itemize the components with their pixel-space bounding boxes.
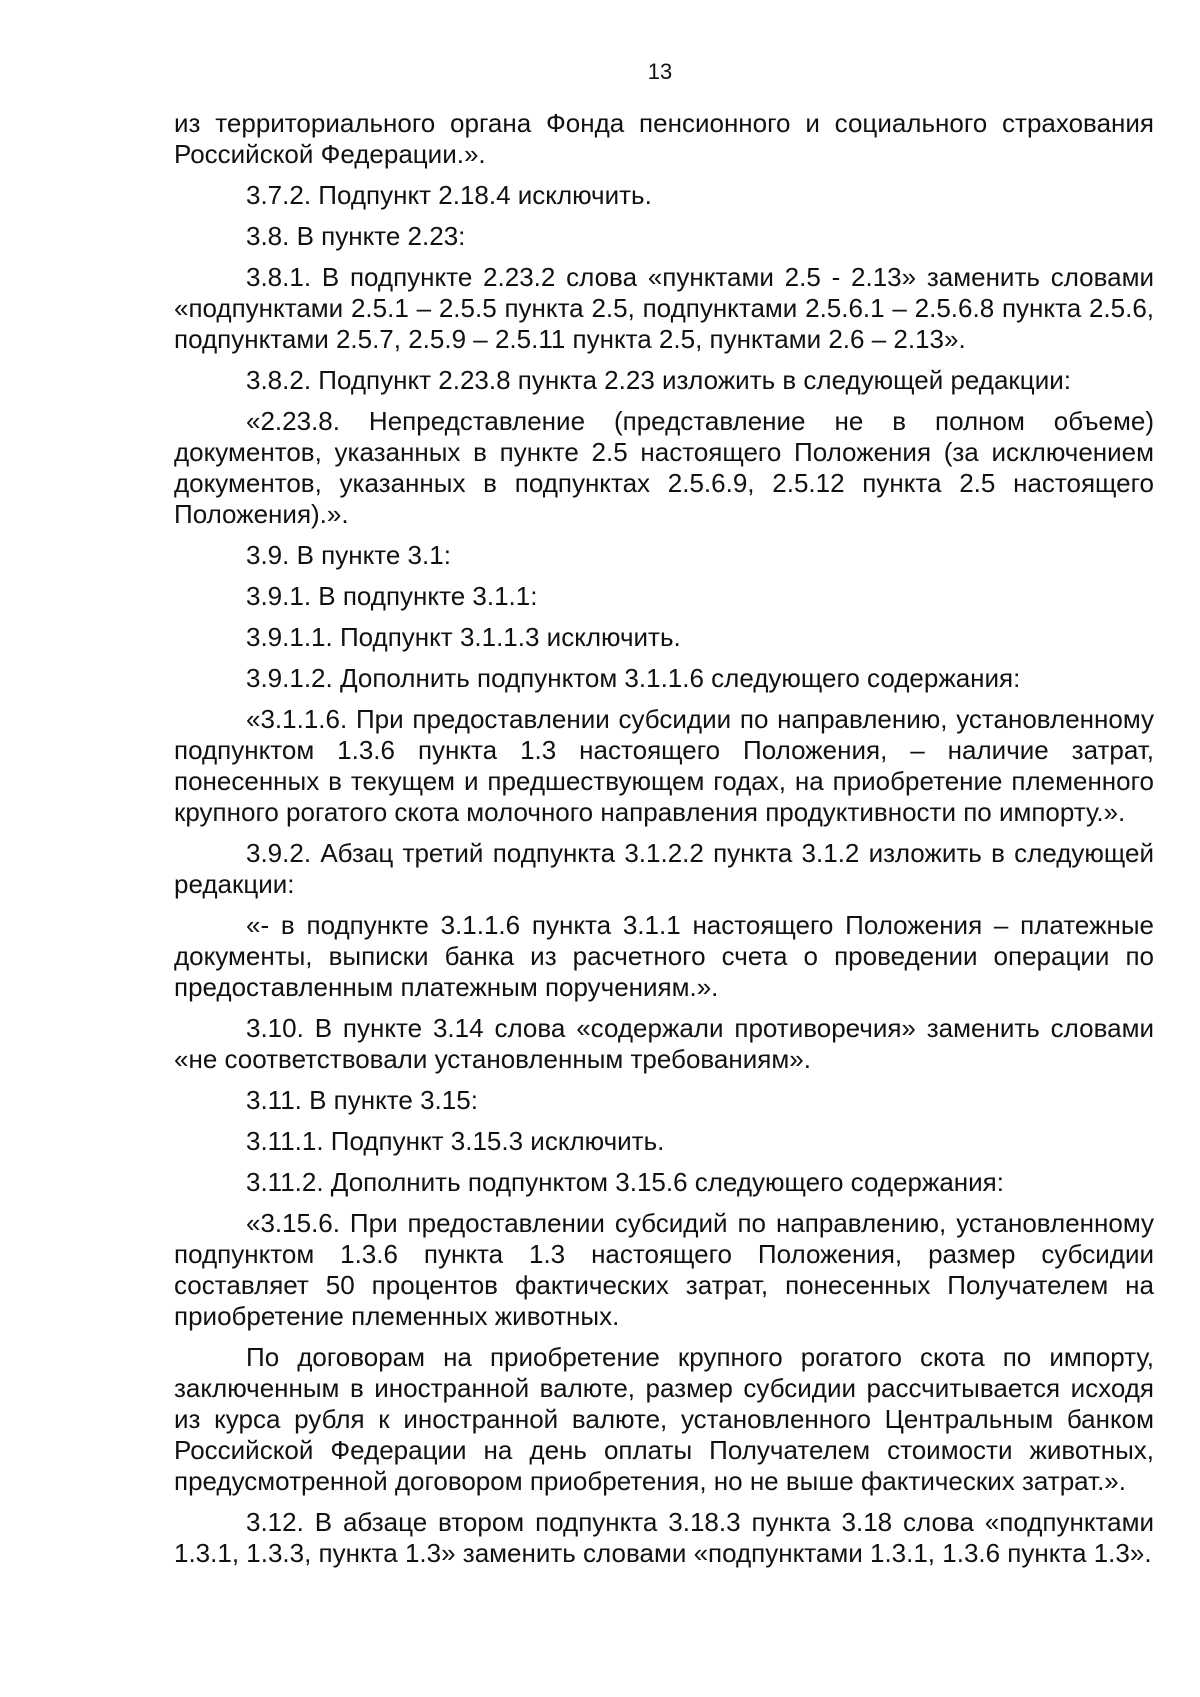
paragraph-3-9-1-2: 3.9.1.2. Дополнить подпунктом 3.1.1.6 следующего содержания: bbox=[246, 663, 1021, 693]
paragraph-3-8-2: 3.8.2. Подпункт 2.23.8 пункта 2.23 изложить в следующей редакции: bbox=[246, 365, 1071, 395]
paragraph-3-9-1: 3.9.1. В подпункте 3.1.1: bbox=[246, 581, 538, 611]
paragraph-3-9-1-1: 3.9.1.1. Подпункт 3.1.1.3 исключить. bbox=[246, 622, 681, 652]
paragraph-3-8-1: 3.8.1. В подпункте 2.23.2 слова «пунктами 2.5 - 2.13» заменить словами «подпунктами 2.5.1 – 2.5.5 пункта 2.5, подпунктами 2.5.6.1 – 2.5.6.8 пункта 2.5.6, подпунктами 2.5.7, 2.5.9 – 2.5.11 пункта 2.5, пунктами 2.6 – 2.13». bbox=[174, 262, 1154, 354]
paragraph-3-1-1-6-quote: «3.1.1.6. При предоставлении субсидии по направлению, установленному подпунктом 1.3.6 пункта 1.3 настоящего Положения, – наличие затрат, понесенных в текущем и предшествующем годах, на приобретение племенного крупного рогатого скота молочного направления продуктивности по импорту.». bbox=[174, 704, 1154, 827]
paragraph-continuation: из территориального органа Фонда пенсионного и социального страхования Российской Федерации.». bbox=[174, 108, 1154, 169]
paragraph-3-9: 3.9. В пункте 3.1: bbox=[246, 540, 451, 570]
paragraph-3-8: 3.8. В пункте 2.23: bbox=[246, 221, 466, 251]
paragraph-import-contracts: По договорам на приобретение крупного рогатого скота по импорту, заключенным в иностранной валюте, размер субсидии рассчитывается исходя из курса рубля к иностранной валюте, установленного Центральным банком Российской Федерации на день оплаты Получателем стоимости животных, предусмотренной договором приобретения, но не выше фактических затрат.». bbox=[174, 1342, 1154, 1496]
paragraph-3-11: 3.11. В пункте 3.15: bbox=[246, 1085, 478, 1115]
paragraph-3-10: 3.10. В пункте 3.14 слова «содержали противоречия» заменить словами «не соответствовали установленным требованиям». bbox=[174, 1013, 1154, 1074]
paragraph-3-7-2: 3.7.2. Подпункт 2.18.4 исключить. bbox=[246, 180, 652, 210]
paragraph-2-23-8-quote: «2.23.8. Непредставление (представление не в полном объеме) документов, указанных в пункте 2.5 настоящего Положения (за исключением документов, указанных в подпунктах 2.5.6.9, 2.5.12 пункта 2.5 настоящего Положения).». bbox=[174, 406, 1154, 529]
paragraph-3-11-2: 3.11.2. Дополнить подпунктом 3.15.6 следующего содержания: bbox=[246, 1167, 1004, 1197]
page-number: 13 bbox=[647, 59, 673, 84]
paragraph-3-9-2: 3.9.2. Абзац третий подпункта 3.1.2.2 пункта 3.1.2 изложить в следующей редакции: bbox=[174, 838, 1154, 899]
document-body bbox=[174, 108, 1154, 1579]
paragraph-3-15-6-quote: «3.15.6. При предоставлении субсидий по направлению, установленному подпунктом 1.3.6 пункта 1.3 настоящего Положения, размер субсидии составляет 50 процентов фактических затрат, понесенных Получателем на приобретение племенных животных. bbox=[174, 1208, 1154, 1331]
paragraph-3-12: 3.12. В абзаце втором подпункта 3.18.3 пункта 3.18 слова «подпунктами 1.3.1, 1.3.3, пункта 1.3» заменить словами «подпунктами 1.3.1, 1.3.6 пункта 1.3». bbox=[174, 1507, 1154, 1568]
paragraph-3-11-1: 3.11.1. Подпункт 3.15.3 исключить. bbox=[246, 1126, 665, 1156]
paragraph-3-1-2-2-quote: «- в подпункте 3.1.1.6 пункта 3.1.1 настоящего Положения – платежные документы, выписки банка из расчетного счета о проведении операции по предоставленным платежным поручениям.». bbox=[174, 910, 1154, 1002]
